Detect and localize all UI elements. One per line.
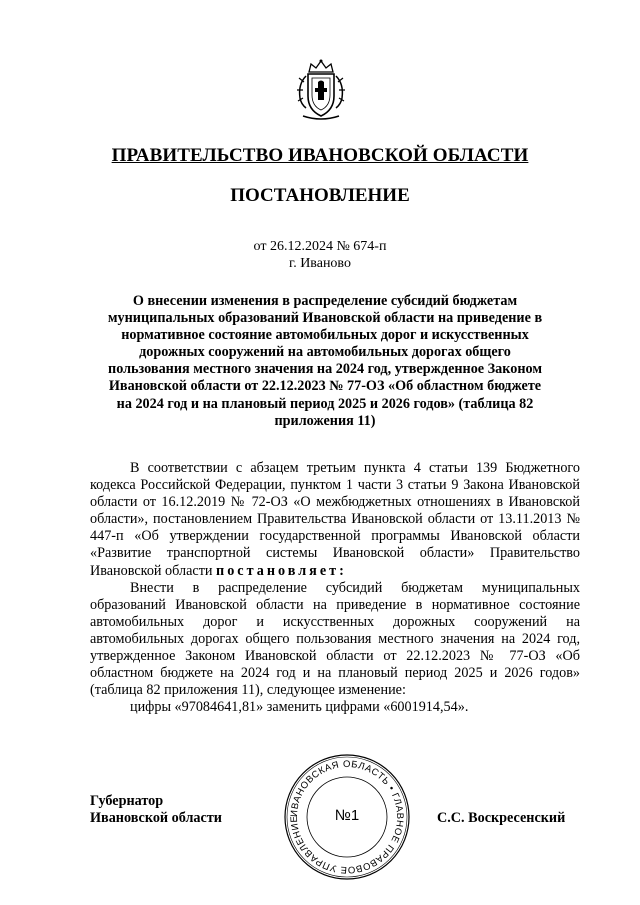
stamp-center-text: №1	[334, 807, 360, 824]
position-line-1: Губернатор	[90, 793, 164, 809]
date-number: от 26.12.2024 № 674-п	[253, 239, 387, 254]
org-name: ПРАВИТЕЛЬСТВО ИВАНОВСКОЙ ОБЛАСТИ	[111, 145, 529, 166]
body-paragraph-1-text: В соответствии с абзацем третьим пункта 4 статьи 139 Бюджетного кодекса Российской Федерации, пунктом 1 части 3 статьи 9 Закона Ивановской области от 16.12.2019 № 72-ОЗ «О межбюджетных отношениях в Ивановской области», постановлением Правительства Ивановской области от 13.11.2013 № 447-п «Об утверждении государственной программы Ивановской области «Развитие транспортной системы Ивановской области» Правительство Ивановской области	[90, 460, 580, 579]
stamp-ring-text: ИВАНОВСКАЯ ОБЛАСТЬ • ГЛАВНОЕ ПРАВОВОЕ УПРАВЛЕНИЕ	[288, 758, 406, 876]
position-line-2: Ивановской области	[90, 810, 222, 826]
coat-of-arms-icon	[293, 58, 349, 122]
city: г. Иваново	[289, 256, 351, 271]
signatory-name: С.С. Воскресенский	[437, 810, 566, 826]
signatory-position	[90, 793, 222, 827]
legal-department-stamp	[282, 752, 412, 882]
document-body	[90, 460, 580, 716]
document-type: ПОСТАНОВЛЕНИЕ	[230, 185, 410, 206]
body-paragraph-3: цифры «97084641,81» заменить цифрами «6001914,54».	[130, 699, 469, 716]
body-paragraph-1	[90, 460, 580, 580]
body-paragraph-2: Внести в распределение субсидий бюджетам муниципальных образований Ивановской области на приведение в нормативное состояние автомобильных дорог и искусственных дорожных сооружений на автомобильных дорогах общего пользования местного значения на 2024 год, утвержденное Законом Ивановской области от 22.12.2023 № 77-ОЗ «Об областном бюджете на 2024 год и на плановый период 2025 и 2026 годов» (таблица 82 приложения 11), следующее изменение:	[90, 579, 580, 699]
decree-word: постановляет:	[216, 562, 347, 579]
document-title: О внесении изменения в распределение субсидий бюджетам муниципальных образований Ивановской области на приведение в нормативное состояние автомобильных дорог и искусственных дорожных сооружений на автомобильных дорогах общего пользования местного значения на 2024 год, утвержденное Законом Ивановской области от 22.12.2023 № 77-ОЗ «Об областном бюджете на 2024 год и на плановый период 2025 и 2026 годов» (таблица 82 приложения 11)	[107, 293, 543, 429]
document-meta	[0, 238, 640, 272]
